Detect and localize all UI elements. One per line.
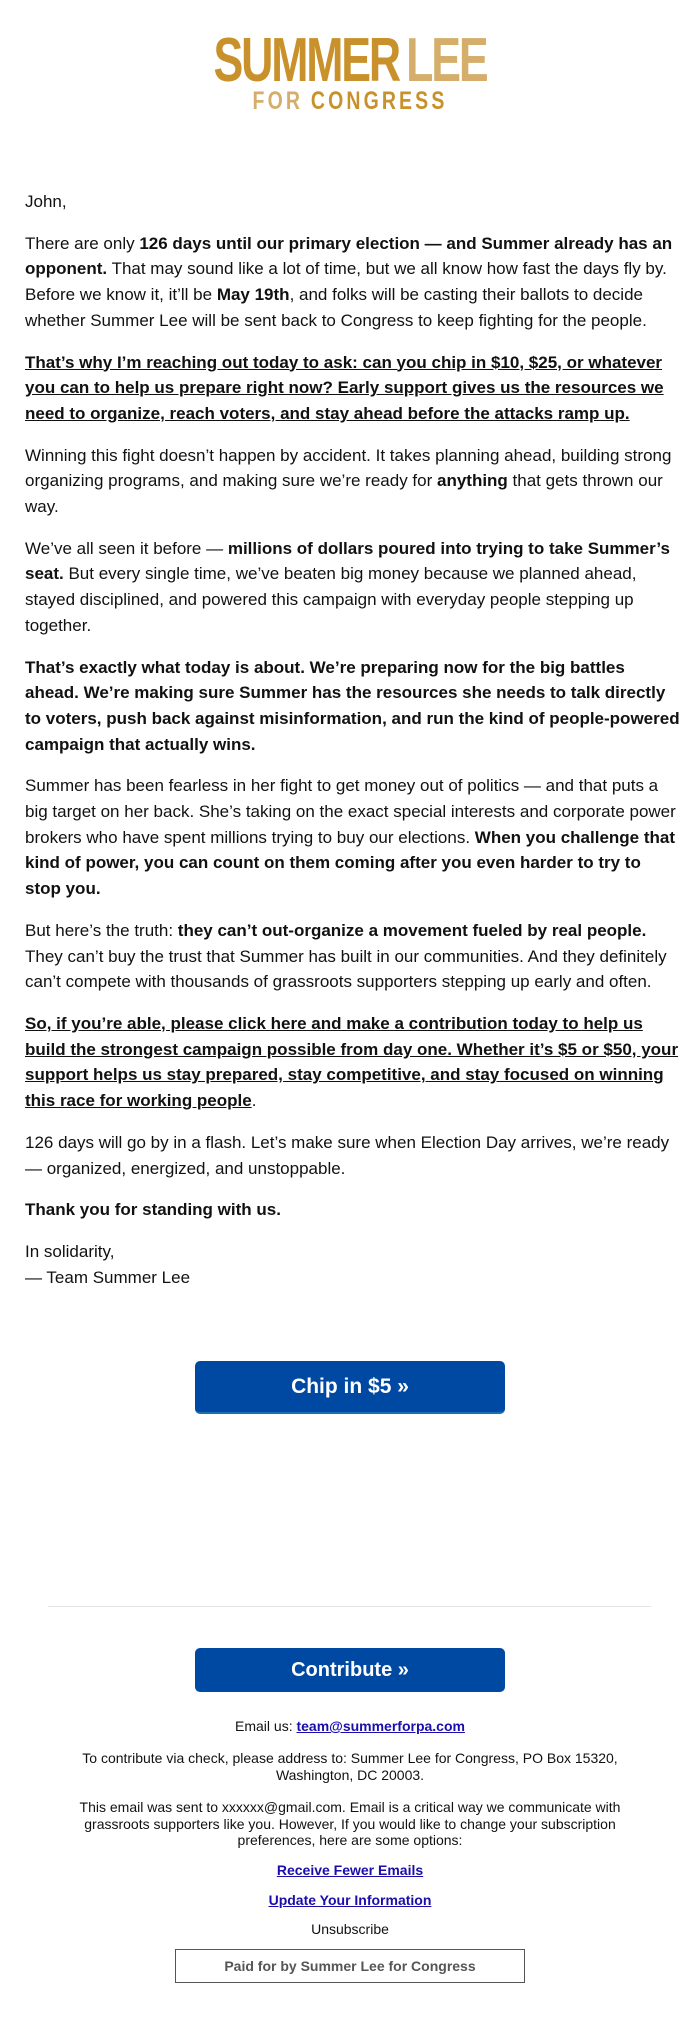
logo-subtitle <box>77 88 623 114</box>
body-text: We’ve all seen it before — <box>25 538 228 558</box>
email-link[interactable]: team@summerforpa.com <box>296 1718 465 1734</box>
signoff-signature: — Team Summer Lee <box>25 1267 191 1287</box>
logo-word-lee: LEE <box>406 26 487 95</box>
emphasis-text: Thank you for standing with us. <box>25 1200 281 1220</box>
footer-email-line <box>50 1718 650 1735</box>
donate-link[interactable]: That’s why I’m reaching out today to ask: can you chip in $10, $25, or whatever you can to help us prepare right now? Early support gives us the resources we need to organize, reach voters, and stay ahead before the attacks ramp up. <box>25 352 664 423</box>
email-paragraph <box>25 918 680 995</box>
contribute-button[interactable]: Contribute » <box>195 1648 505 1692</box>
logo-word-for: FOR <box>252 87 304 115</box>
update-information-link[interactable]: Update Your Information <box>268 1892 432 1908</box>
emphasis-text: May 19th <box>216 285 290 305</box>
email-paragraph <box>25 1011 680 1114</box>
emphasis-text: When you challenge that kind of power, you can count on them coming after you even harder to try to stop you. <box>25 827 676 899</box>
logo-word-congress: CONGRESS <box>310 87 448 115</box>
paid-for-disclaimer: Paid for by Summer Lee for Congress <box>175 1949 525 1983</box>
chip-in-button[interactable]: Chip in $5 » <box>195 1361 505 1414</box>
email-paragraph <box>25 773 680 902</box>
body-text: , and folks will be casting their ballots to decide whether Summer Lee will be sent back to Congress to keep fighting for the people. <box>25 285 647 330</box>
signoff <box>25 1239 680 1290</box>
body-text: Summer has been fearless in her fight to get money out of politics — and that puts a big target on her back. She’s taking on the exact special interests and corporate power brokers who have spent millions trying to buy our elections. <box>25 776 676 847</box>
emphasis-text: anything <box>436 471 508 491</box>
logo-word-summer: SUMMER <box>213 26 399 95</box>
footer-divider <box>48 1606 651 1607</box>
body-text: That may sound like a lot of time, but we all know how fast the days fly by. Before we know it, it’ll be <box>25 259 667 305</box>
emphasis-text: millions of dollars poured into trying to take Summer’s seat. <box>25 538 670 584</box>
body-text: But every single time, we’ve beaten big money because we planned ahead, stayed disciplined, and powered this campaign with everyday people stepping up together. <box>25 564 637 635</box>
body-text: They can’t buy the trust that Summer has built in our communities. And they definitely can’t compete with thousands of grassroots supporters stepping up early and often. <box>25 946 667 992</box>
email-paragraph <box>25 231 680 334</box>
email-paragraph <box>25 350 680 427</box>
signoff-closing: In solidarity, <box>25 1241 115 1261</box>
sent-notice: This email was sent to xxxxxx@gmail.com. Email is a critical way we communicate with grassroots supporters like you. However, If you would like to change your subscription preferences, here are some options: <box>79 1799 621 1848</box>
email-paragraph <box>25 1130 680 1181</box>
logo-title <box>98 26 602 95</box>
campaign-logo <box>0 0 700 140</box>
receive-fewer-emails-row <box>50 1862 650 1879</box>
body-text: But here’s the truth: <box>25 920 178 940</box>
email-label: Email us: <box>235 1718 297 1734</box>
email-paragraph <box>25 1197 680 1223</box>
email-paragraph <box>25 443 680 520</box>
emphasis-text: That’s exactly what today is about. We’re preparing now for the big battles ahead. We’re making sure Summer has the resources she needs to talk directly to voters, push back against misinformation, and run the kind of people-powered campaign that actually wins. <box>25 657 680 754</box>
email-body <box>25 189 680 1290</box>
body-text: . <box>251 1091 257 1111</box>
email-paragraph <box>25 536 680 639</box>
emphasis-text: they can’t out-organize a movement fueled by real people. <box>177 920 647 940</box>
unsubscribe-link[interactable]: Unsubscribe <box>311 1921 389 1937</box>
receive-fewer-emails-link[interactable]: Receive Fewer Emails <box>276 1862 424 1878</box>
body-text: There are only <box>25 233 140 253</box>
body-text: 126 days will go by in a flash. Let’s make sure when Election Day arrives, we’re ready — organized, energized, and unstoppable. <box>25 1132 670 1178</box>
update-info-row <box>50 1892 650 1909</box>
body-text: that gets thrown our way. <box>25 471 663 517</box>
email-paragraph <box>25 655 680 758</box>
body-text: Winning this fight doesn’t happen by accident. It takes planning ahead, building strong organizing programs, and making sure we’re ready for <box>25 445 672 491</box>
check-address: To contribute via check, please address to: Summer Lee for Congress, PO Box 15320, Washington, DC 20003. <box>82 1750 618 1783</box>
emphasis-text: 126 days until our primary election — and Summer already has an opponent. <box>25 233 673 279</box>
greeting: John, <box>25 192 67 211</box>
donate-link[interactable]: So, if you’re able, please click here and make a contribution today to help us build the strongest campaign possible from day one. Whether it’s $5 or $50, your support helps us stay prepared, stay competitive, and stay focused on winning this race for working people <box>25 1013 679 1111</box>
email-paragraphs <box>25 231 680 1223</box>
